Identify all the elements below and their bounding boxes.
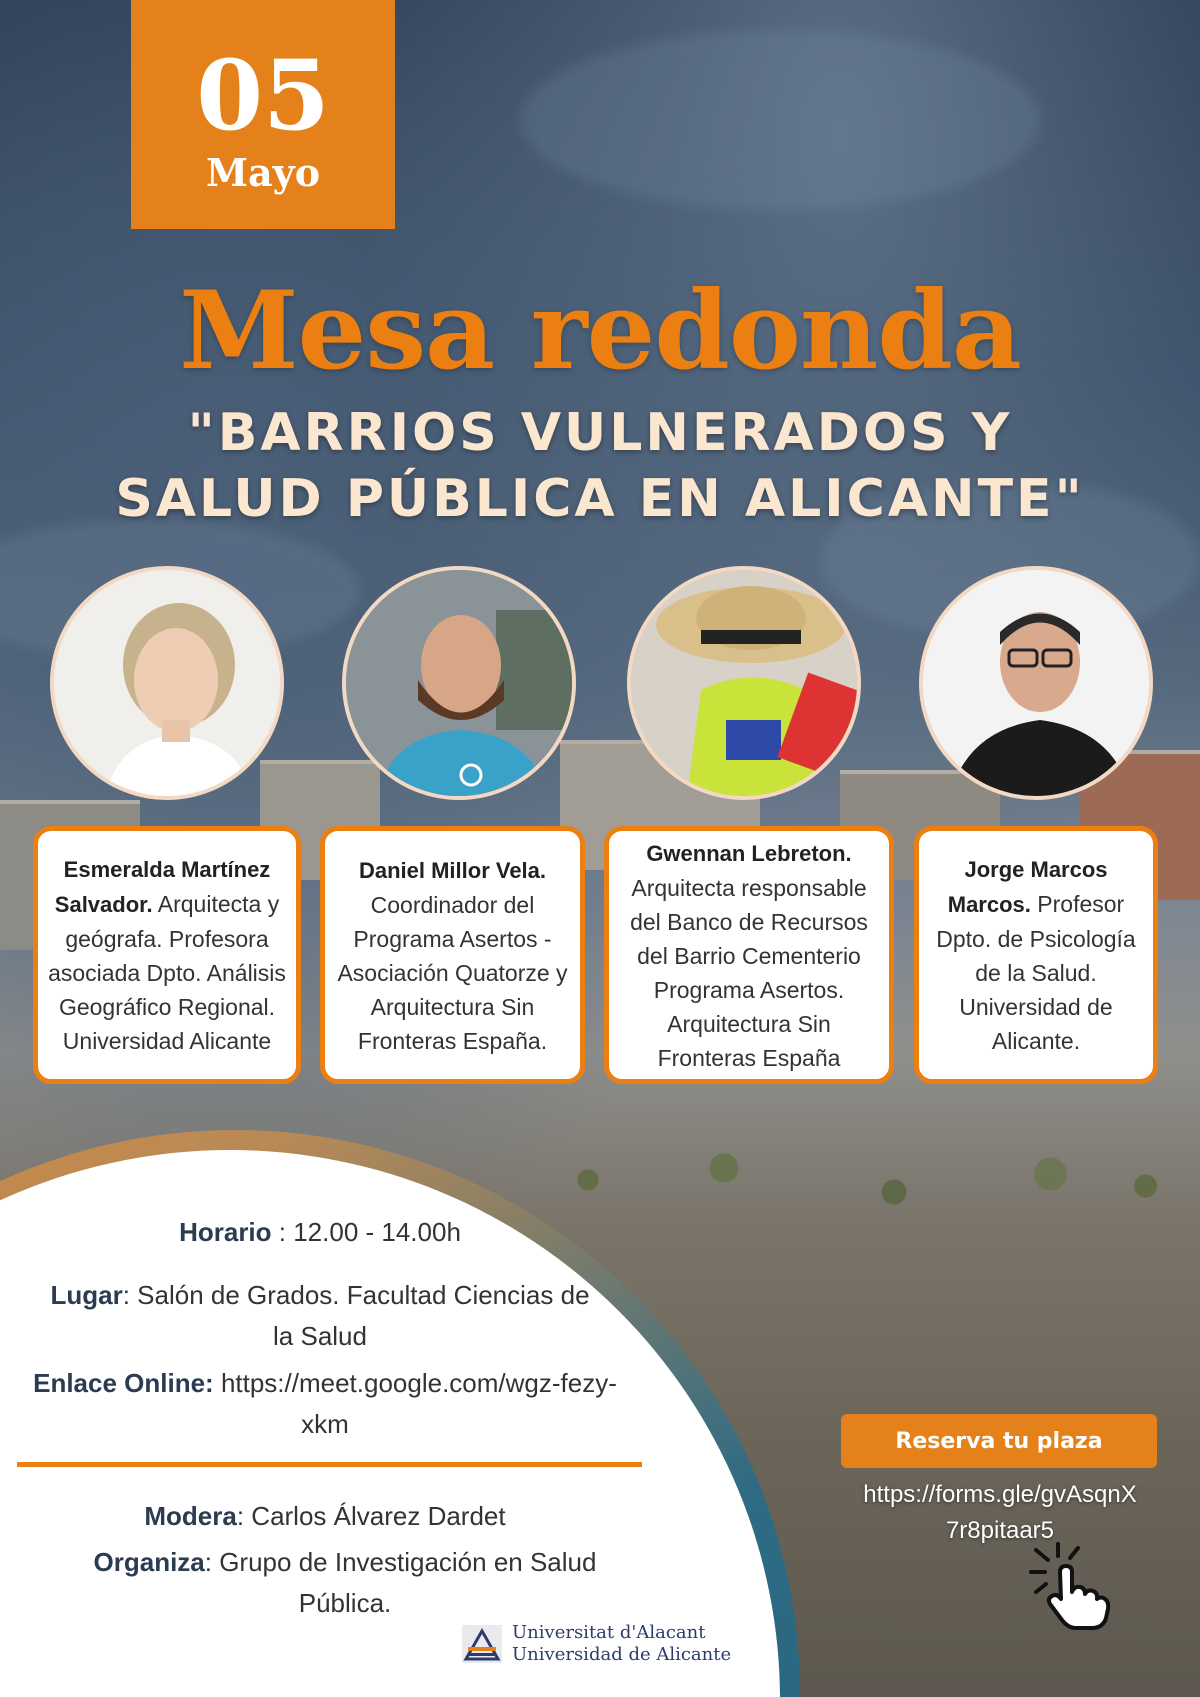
speaker-role: Profesor Dpto. de Psicología de la Salud. Universidad de Alicante. — [936, 891, 1136, 1054]
subtitle-line-1: "BARRIOS VULNERADOS Y — [187, 403, 1013, 463]
speaker-card — [33, 826, 301, 1084]
lugar-label: Lugar — [50, 1280, 123, 1310]
speaker-card — [320, 826, 585, 1084]
enlace-label: Enlace Online: — [33, 1368, 214, 1398]
university-emblem-icon — [462, 1625, 502, 1663]
speaker-role: Arquitecta y geógrafa. Profesora asociada Dpto. Análisis Geográfico Regional. Universidad Alicante — [48, 891, 286, 1054]
divider — [17, 1462, 642, 1467]
speaker-role: Coordinador del Programa Asertos - Asociación Quatorze y Arquitectura Sin Fronteras España. — [337, 891, 568, 1054]
speaker-photo-esmeralda — [50, 566, 284, 800]
cloud-decoration — [520, 30, 1040, 210]
speaker-name: Esmeralda Martínez Salvador. — [54, 857, 271, 917]
modera-line — [60, 1496, 590, 1537]
event-subtitle — [60, 400, 1140, 532]
organiza-line — [60, 1542, 630, 1624]
speaker-photo-gwennan — [627, 566, 861, 800]
event-title: Mesa redonda — [179, 268, 1021, 394]
university-logo — [462, 1622, 731, 1666]
modera-label: Modera — [144, 1501, 237, 1531]
organiza-label: Organiza — [93, 1547, 205, 1577]
lugar-line — [40, 1275, 600, 1357]
lugar-value: : Salón de Grados. Facultad Ciencias de la Salud — [122, 1280, 590, 1351]
hand-pointer-icon — [1028, 1542, 1118, 1632]
modera-value: : Carlos Álvarez Dardet — [236, 1501, 506, 1531]
reserve-button[interactable]: Reserva tu plaza — [841, 1414, 1157, 1468]
speaker-name: Daniel Millor Vela. — [358, 857, 547, 883]
enlace-online-link[interactable]: https://meet.google.com/wgz-fezy-xkm — [213, 1368, 617, 1439]
speaker-card — [914, 826, 1158, 1084]
reserve-link[interactable]: https://forms.gle/gvAsqnX7r8pitaar5 — [863, 1481, 1137, 1544]
organiza-value: : Grupo de Investigación en Salud Pública. — [204, 1547, 597, 1618]
speaker-photo-daniel — [342, 566, 576, 800]
subtitle-line-2: SALUD PÚBLICA EN ALICANTE" — [115, 469, 1085, 529]
speaker-name: Gwennan Lebreton. — [646, 840, 852, 866]
event-month: Mayo — [205, 150, 321, 195]
horario-label: Horario — [179, 1217, 272, 1247]
horario-line — [60, 1212, 580, 1253]
event-day: 05 — [196, 39, 330, 152]
speaker-card — [604, 826, 894, 1084]
horario-value: : 12.00 - 14.00h — [271, 1217, 461, 1247]
background-plants — [520, 1120, 1200, 1240]
speaker-role: Arquitecta responsable del Banco de Recursos del Barrio Cementerio Programa Asertos. Arquitectura Sin Fronteras España — [630, 874, 868, 1071]
enlace-line — [30, 1363, 620, 1445]
speaker-photo-jorge — [919, 566, 1153, 800]
university-name-spanish: Universidad de Alicante — [512, 1644, 732, 1665]
university-name-valencian: Universitat d'Alacant — [512, 1622, 706, 1643]
date-box — [131, 0, 395, 229]
speaker-name: Jorge Marcos Marcos. — [947, 857, 1108, 917]
